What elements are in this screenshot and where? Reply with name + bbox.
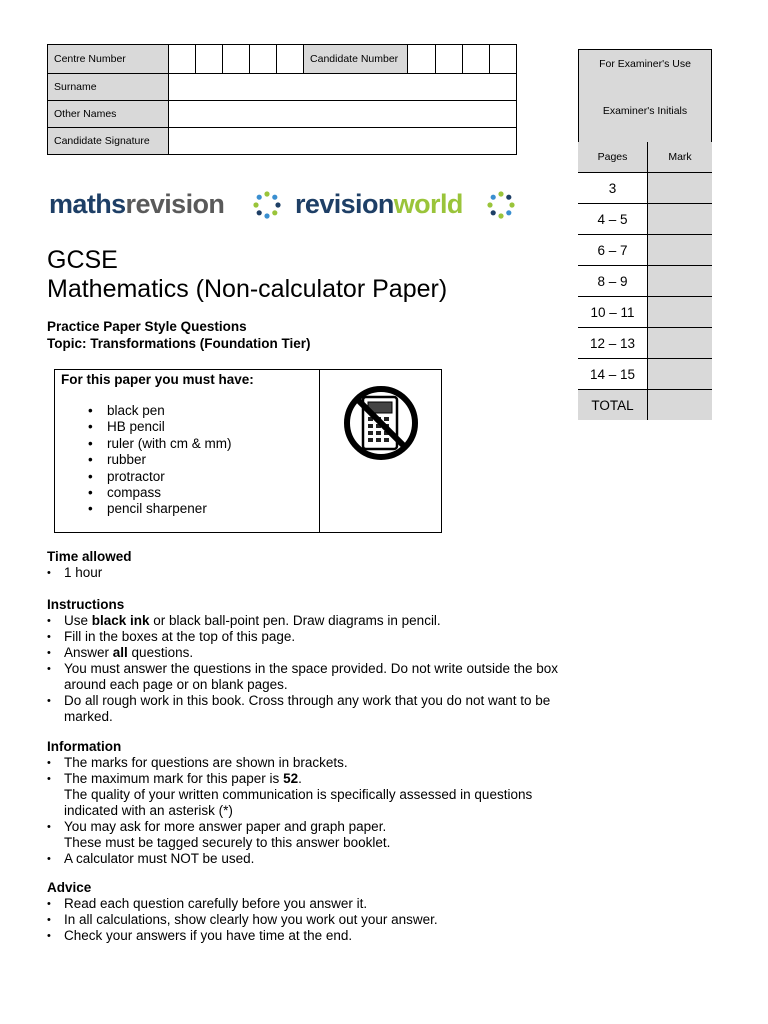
instruction-item: • Fill in the boxes at the top of this page. bbox=[64, 629, 567, 645]
candidate-number-box-3[interactable] bbox=[462, 45, 489, 74]
logo-revision: revision bbox=[125, 189, 225, 219]
instruction-text: questions. bbox=[127, 645, 194, 660]
list-item: • HB pencil bbox=[107, 419, 232, 435]
pages-cell: 12 – 13 bbox=[578, 328, 648, 359]
no-calculator-icon bbox=[341, 383, 421, 463]
information-item: • The marks for questions are shown in brackets. bbox=[64, 755, 567, 771]
pages-cell: 6 – 7 bbox=[578, 235, 648, 266]
logo-world: world bbox=[393, 189, 463, 219]
examiner-initials-label: Examiner's Initials bbox=[602, 105, 688, 117]
time-value: • 1 hour bbox=[64, 565, 132, 581]
candidate-number-label: Candidate Number bbox=[304, 45, 408, 74]
candidate-number-box-4[interactable] bbox=[489, 45, 516, 74]
advice-item: • Read each question carefully before you answer it. bbox=[64, 896, 567, 912]
equipment-box bbox=[54, 369, 442, 533]
other-names-label: Other Names bbox=[48, 101, 169, 128]
mark-cell[interactable] bbox=[648, 359, 713, 390]
candidate-number-box-1[interactable] bbox=[408, 45, 435, 74]
advice-item: • Check your answers if you have time at the end. bbox=[64, 928, 567, 944]
centre-number-box-4[interactable] bbox=[249, 45, 276, 74]
surname-label: Surname bbox=[48, 74, 169, 101]
centre-number-box-1[interactable] bbox=[168, 45, 195, 74]
advice-heading: Advice bbox=[47, 880, 92, 895]
marks-table bbox=[578, 142, 712, 420]
information-text: You may ask for more answer paper and graph paper. bbox=[64, 819, 387, 834]
instruction-item: • You must answer the questions in the space provided. Do not write outside the box around each page or on blank pages. bbox=[64, 661, 567, 693]
pages-header: Pages bbox=[578, 142, 648, 173]
mark-cell[interactable] bbox=[648, 173, 713, 204]
pages-cell: 8 – 9 bbox=[578, 266, 648, 297]
instruction-text: Use bbox=[64, 613, 92, 628]
revisionworld-logo bbox=[295, 186, 463, 222]
centre-number-box-3[interactable] bbox=[222, 45, 249, 74]
information-heading: Information bbox=[47, 739, 122, 754]
instruction-item: • Do all rough work in this book. Cross through any work that you do not want to be marked. bbox=[64, 693, 567, 725]
topic-subtitle: Topic: Transformations (Foundation Tier) bbox=[47, 336, 311, 351]
total-label: TOTAL bbox=[578, 390, 648, 421]
candidate-details-table bbox=[47, 44, 517, 155]
list-item: • rubber bbox=[107, 452, 232, 468]
instruction-bold: black ink bbox=[91, 613, 150, 628]
information-text: . bbox=[298, 771, 302, 786]
mathsrevision-dots-icon bbox=[253, 191, 281, 219]
surname-field[interactable] bbox=[168, 74, 517, 101]
instruction-text: Answer bbox=[64, 645, 113, 660]
max-mark: 52 bbox=[283, 771, 299, 786]
practice-subtitle: Practice Paper Style Questions bbox=[47, 319, 247, 334]
instruction-item bbox=[64, 645, 567, 661]
examiner-use-title: For Examiner's Use bbox=[599, 58, 691, 70]
information-text: The maximum mark for this paper is bbox=[64, 771, 284, 786]
equipment-divider bbox=[319, 370, 320, 532]
list-item: • compass bbox=[107, 485, 232, 501]
pages-cell: 10 – 11 bbox=[578, 297, 648, 328]
mark-header: Mark bbox=[648, 142, 713, 173]
subtitle-block bbox=[47, 318, 311, 352]
other-names-field[interactable] bbox=[168, 101, 517, 128]
candidate-number-box-2[interactable] bbox=[435, 45, 462, 74]
signature-label: Candidate Signature bbox=[48, 128, 169, 155]
total-mark-cell[interactable] bbox=[648, 390, 713, 421]
instruction-bold: all bbox=[112, 645, 128, 660]
centre-number-box-2[interactable] bbox=[195, 45, 222, 74]
list-item: • black pen bbox=[107, 403, 232, 419]
centre-number-label: Centre Number bbox=[48, 45, 169, 74]
instructions-section bbox=[47, 597, 567, 725]
information-item bbox=[64, 819, 567, 851]
information-section bbox=[47, 739, 567, 867]
centre-number-box-5[interactable] bbox=[276, 45, 303, 74]
time-section bbox=[47, 549, 132, 581]
mark-cell[interactable] bbox=[648, 266, 713, 297]
information-text: These must be tagged securely to this answer booklet. bbox=[64, 835, 391, 850]
list-item: • protractor bbox=[107, 469, 232, 485]
pages-cell: 4 – 5 bbox=[578, 204, 648, 235]
instruction-item bbox=[64, 613, 567, 629]
pages-cell: 14 – 15 bbox=[578, 359, 648, 390]
mathsrevision-logo bbox=[49, 186, 224, 222]
information-text: The quality of your written communication is specifically assessed in questions indicated with an asterisk (*) bbox=[64, 787, 533, 818]
equipment-title: For this paper you must have: bbox=[61, 372, 254, 387]
logo-maths: maths bbox=[49, 189, 126, 219]
mark-cell[interactable] bbox=[648, 297, 713, 328]
pages-cell: 3 bbox=[578, 173, 648, 204]
information-item bbox=[64, 771, 567, 819]
list-item: • pencil sharpener bbox=[107, 501, 232, 517]
equipment-list bbox=[88, 403, 232, 518]
time-heading: Time allowed bbox=[47, 549, 132, 564]
title-block bbox=[47, 246, 447, 304]
advice-section bbox=[47, 880, 567, 944]
paper-title: Mathematics (Non-calculator Paper) bbox=[47, 275, 448, 303]
logo-revision-2: revision bbox=[295, 189, 394, 219]
list-item: • ruler (with cm & mm) bbox=[107, 436, 232, 452]
instructions-heading: Instructions bbox=[47, 597, 125, 612]
exam-level: GCSE bbox=[47, 246, 118, 274]
signature-field[interactable] bbox=[168, 128, 517, 155]
advice-item: • In all calculations, show clearly how you work out your answer. bbox=[64, 912, 567, 928]
revisionworld-dots-icon bbox=[487, 191, 515, 219]
instruction-text: or black ball-point pen. Draw diagrams in pencil. bbox=[149, 613, 441, 628]
mark-cell[interactable] bbox=[648, 328, 713, 359]
mark-cell[interactable] bbox=[648, 204, 713, 235]
mark-cell[interactable] bbox=[648, 235, 713, 266]
information-item: • A calculator must NOT be used. bbox=[64, 851, 567, 867]
